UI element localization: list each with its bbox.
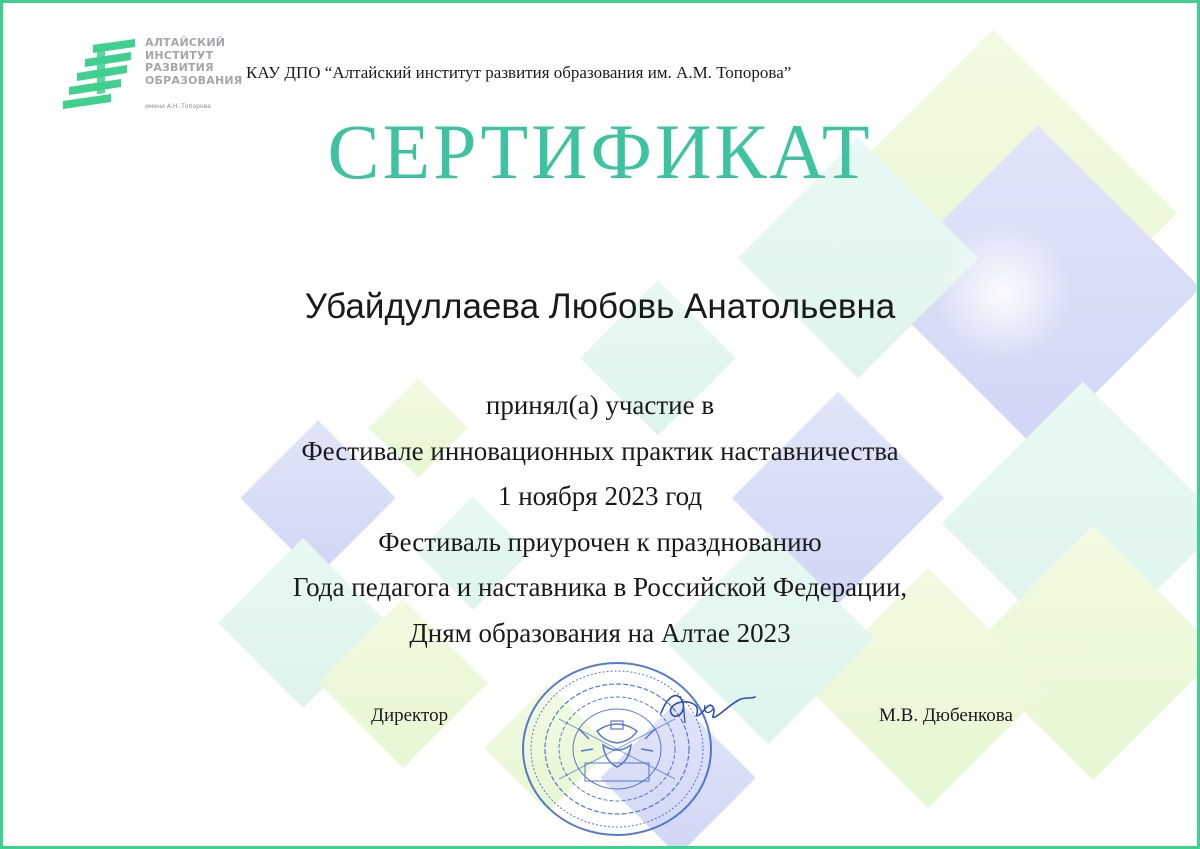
signatory-name: М.В. Дюбенкова xyxy=(879,705,1013,726)
signatory-position: Директор xyxy=(371,705,449,726)
body-line: Дням образования на Алтае 2023 xyxy=(409,617,791,648)
logo-subline: имени А.Н. Топорова xyxy=(145,103,211,110)
logo-line: ИНСТИТУТ xyxy=(145,48,214,62)
logo-wordmark xyxy=(145,37,245,87)
certificate-title: СЕРТИФИКАТ xyxy=(327,108,873,195)
body-line: Фестивале инновационных практик наставничества xyxy=(301,435,899,466)
recipient-name: Убайдуллаева Любовь Анатольевна xyxy=(304,287,896,326)
logo-line: АЛТАЙСКИЙ xyxy=(145,36,226,49)
logo-mark-icon xyxy=(63,39,143,111)
body-line: 1 ноября 2023 год xyxy=(497,481,703,511)
handwritten-signature xyxy=(653,683,763,733)
institute-logo xyxy=(63,37,243,117)
body-line: Года педагога и наставника в Российской Федерации, xyxy=(292,572,908,602)
organization-name: КАУ ДПО “Алтайский институт развития образования им. А.М. Топорова” xyxy=(246,63,792,82)
body-line: Фестиваль приурочен к празднованию xyxy=(378,526,822,557)
body-line: принял(а) участие в xyxy=(485,390,715,420)
logo-line: РАЗВИТИЯ xyxy=(145,61,214,74)
logo-line: ОБРАЗОВАНИЯ xyxy=(145,73,243,87)
certificate-body xyxy=(3,383,1197,656)
